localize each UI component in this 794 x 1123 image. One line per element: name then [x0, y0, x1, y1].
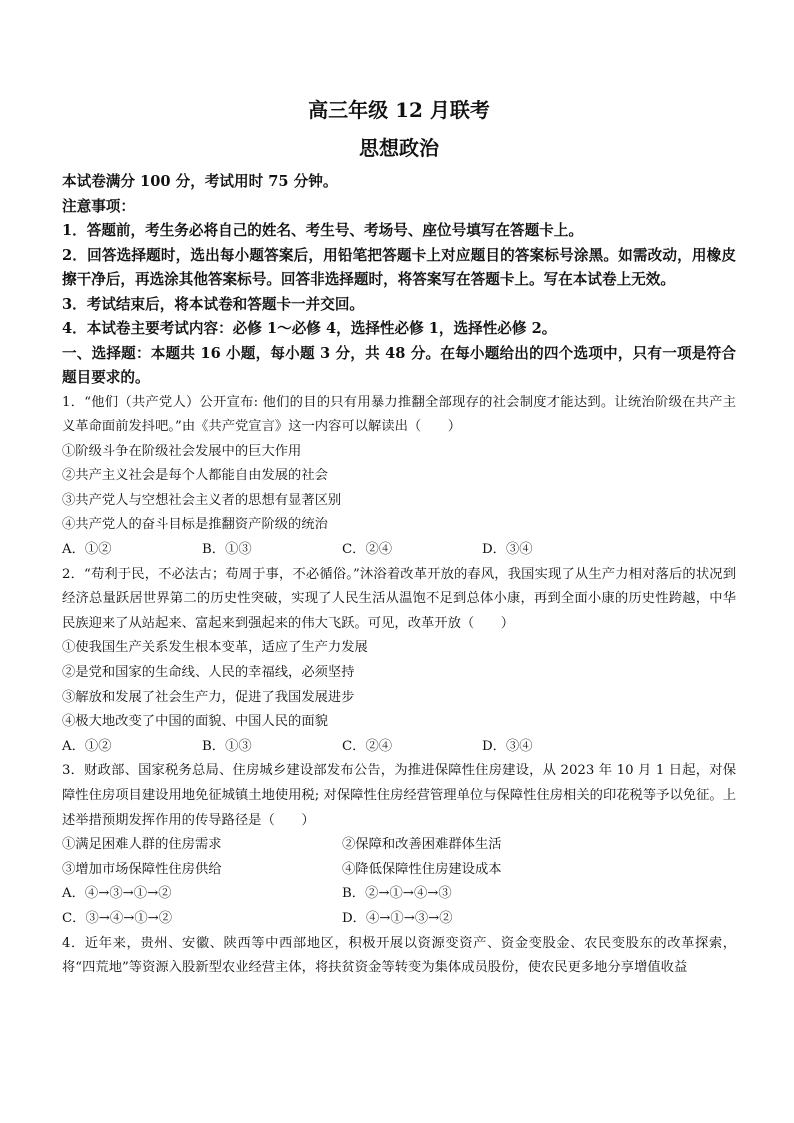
statement-item: ②共产主义社会是每个人都能自由发展的社会	[62, 468, 328, 484]
statement-item: ①满足困难人群的住房需求	[62, 837, 222, 853]
note-3: 3．考试结束后，将本试卷和答题卡一并交回。	[62, 295, 365, 313]
option-a: A．①②	[62, 738, 112, 754]
question-stem: 4．近年来，贵州、安徽、陕西等中西部地区，积极开展以资源变资产、资金变股金、农民变股东的改革探索，将“四荒地”等资源入股新型农业经营主体，将扶贫资金等转变为集体成员股份，使农民更多地分享增值收益	[62, 935, 736, 976]
question-3	[62, 759, 736, 931]
note-1: 1．答题前，考生务必将自己的姓名、考生号、考场号、座位号填写在答题卡上。	[62, 222, 583, 239]
option-d: D．③④	[482, 738, 533, 754]
statement-item: ①阶级斗争在阶级社会发展中的巨大作用	[62, 443, 302, 459]
question-stem: 1．“他们（共产党人）公开宣布: 他们的目的只有用暴力推翻全部现存的社会制度才能达到。让统治阶级在共产主义革命面前发抖吧。”由《共产党宣言》这一内容可以解读出（ ）	[62, 394, 736, 435]
section-heading: 一、选择题：本题共 16 小题，每小题 3 分，共 48 分。在每小题给出的四个选项中，只有一项是符合题目要求的。	[62, 344, 736, 386]
exam-title: 高三年级 12 月联考	[308, 98, 490, 122]
note-2: 2．回答选择题时，选出每小题答案后，用铅笔把答题卡上对应题目的答案标号涂黑。如需改动，用橡皮擦干净后，再选涂其他答案标号。回答非选择题时，将答案写在答题卡上。写在本试卷上无效。	[62, 246, 736, 288]
option-b: B．②→①→④→③	[342, 886, 452, 902]
statement-item: ①使我国生产关系发生根本变革，适应了生产力发展	[62, 640, 368, 656]
statement-item: ④降低保障性住房建设成本	[342, 861, 502, 877]
option-c: C．③→④→①→②	[62, 910, 173, 926]
option-b: B．①③	[202, 738, 252, 754]
statement-item: ③增加市场保障性住房供给	[62, 861, 222, 877]
statement-item: ③解放和发展了社会生产力，促进了我国发展进步	[62, 689, 355, 705]
note-4: 4．本试卷主要考试内容：必修 1～必修 4，选择性必修 1，选择性必修 2。	[62, 320, 557, 337]
option-d: D．③④	[482, 542, 533, 558]
option-b: B．①③	[202, 542, 252, 558]
statement-grid	[62, 833, 736, 882]
score-line: 本试卷满分 100 分，考试用时 75 分钟。	[62, 173, 338, 190]
question-4	[62, 932, 736, 981]
option-a: A．①②	[62, 542, 112, 558]
question-1	[62, 391, 736, 563]
statement-item: ②是党和国家的生命线、人民的幸福线，必须坚持	[62, 665, 355, 681]
option-d: D．④→①→③→②	[342, 910, 453, 926]
answer-options	[62, 735, 736, 760]
question-stem: 3．财政部、国家税务总局、住房城乡建设部发布公告，为推进保障性住房建设，从 2023 年 10 月 1 日起，对保障性住房项目建设用地免征城镇土地使用税; 对保障性住房经营管理单位与保障性住房相关的印花税等予以免征。上述举措预期发挥作用的传导路径是（ ）	[62, 763, 736, 828]
statement-item: ②保障和改善困难群体生活	[342, 837, 502, 853]
answer-options	[62, 538, 736, 563]
option-a: A．④→③→①→②	[62, 886, 172, 902]
notice-title: 注意事项：	[62, 197, 135, 215]
statement-item: ④共产党人的奋斗目标是推翻资产阶级的统治	[62, 517, 328, 533]
answer-options	[62, 882, 736, 931]
question-stem: 2．“苟利于民，不必法古；苟周于事，不必循俗。”沐浴着改革开放的春风，我国实现了从生产力相对落后的状况到经济总量跃居世界第二的历史性突破，实现了人民生活从温饱不足到总体小康，再到全面小康的历史性跨越，中华民族迎来了从站起来、富起来到强起来的伟大飞跃。可见，改革开放（ ）	[62, 566, 736, 631]
question-2	[62, 563, 736, 760]
statement-item: ④极大地改变了中国的面貌、中国人民的面貌	[62, 714, 328, 730]
option-c: C．②④	[342, 738, 393, 754]
statement-item: ③共产党人与空想社会主义者的思想有显著区别	[62, 492, 342, 508]
option-c: C．②④	[342, 542, 393, 558]
subject-title: 思想政治	[359, 136, 439, 160]
